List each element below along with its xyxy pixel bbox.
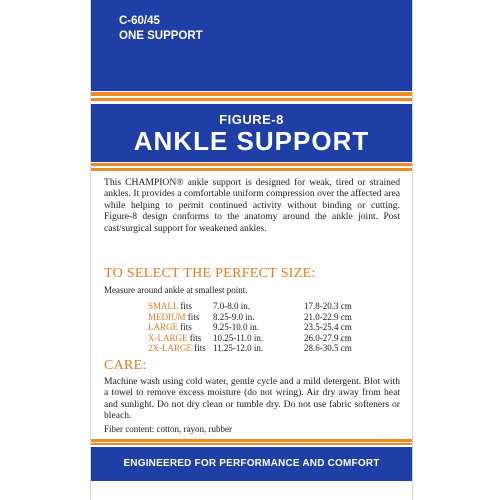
orange-stripe-bottom-1 bbox=[91, 439, 412, 442]
size-cm: 23.5-25.4 cm bbox=[304, 322, 352, 333]
care-paragraph: Machine wash using cold water, gentle cycle and a mild detergent. Blot with a towel to remove excess moisture (do not wring). Air dry away from heat and sunlight. Do not dry clean or tumble dry. Do not use fabric softeners or bleach. bbox=[104, 376, 400, 422]
orange-stripe-mid-2 bbox=[91, 168, 412, 171]
orange-stripe-bottom-2 bbox=[91, 443, 412, 445]
size-cm: 28.6-30.5 cm bbox=[304, 343, 352, 354]
size-table bbox=[148, 301, 398, 354]
size-inches: 7.0-8.0 in. bbox=[213, 301, 250, 311]
size-fits: fits bbox=[187, 332, 202, 343]
size-inches: 11.25-12.0 in. bbox=[213, 343, 264, 354]
size-name: 2X-LARGE bbox=[148, 343, 192, 354]
product-code-block bbox=[119, 14, 203, 44]
orange-stripe-top-1 bbox=[91, 92, 412, 96]
size-fits: fits bbox=[192, 343, 206, 354]
size-inches: 9.25-10.0 in. bbox=[213, 322, 259, 333]
product-code: C-60/45 bbox=[119, 15, 160, 27]
care-heading: CARE: bbox=[104, 358, 147, 373]
size-name: MEDIUM bbox=[148, 311, 186, 322]
title-band bbox=[91, 104, 412, 162]
size-row bbox=[148, 333, 398, 344]
size-row bbox=[148, 322, 398, 333]
footer-tagline: ENGINEERED FOR PERFORMANCE AND COMFORT bbox=[123, 458, 380, 469]
orange-stripe-top-2 bbox=[91, 98, 412, 101]
size-inches: 8.25-9.0 in. bbox=[213, 311, 255, 322]
product-card bbox=[90, 0, 413, 500]
top-band bbox=[91, 0, 412, 91]
size-name: SMALL bbox=[148, 301, 179, 311]
orange-stripe-mid-1 bbox=[91, 163, 412, 166]
size-cm: 26.0-27.9 cm bbox=[304, 332, 352, 343]
footer-band bbox=[91, 447, 412, 481]
product-subtitle: ONE SUPPORT bbox=[119, 30, 203, 42]
size-fits: fits bbox=[178, 301, 192, 311]
size-name: LARGE bbox=[148, 322, 178, 333]
title-big: ANKLE SUPPORT bbox=[133, 126, 370, 156]
size-heading: TO SELECT THE PERFECT SIZE: bbox=[104, 266, 316, 281]
size-cm: 21.0-22.9 cm bbox=[304, 311, 352, 322]
size-name: X-LARGE bbox=[148, 332, 188, 343]
size-fits: fits bbox=[178, 322, 192, 333]
size-row bbox=[148, 301, 398, 312]
size-fits: fits bbox=[185, 311, 200, 322]
size-row bbox=[148, 312, 398, 323]
size-cm: 17.8-20.3 cm bbox=[304, 301, 352, 311]
title-small: FIGURE-8 bbox=[219, 112, 284, 127]
size-row bbox=[148, 343, 398, 354]
size-inches: 10.25-11.0 in. bbox=[213, 332, 264, 343]
size-instruction: Measure around ankle at smallest point. bbox=[104, 285, 248, 295]
fiber-content: Fiber content: cotton, rayon, rubber bbox=[104, 424, 232, 434]
description-paragraph: This CHAMPION® ankle support is designed for weak, tired or strained ankles. It provides a comfortable uniform compression over the affected area while helping to permit continued activity without binding or cutting. Figure-8 design conforms to the anatomy around the ankle joint. Post cast/surgical support for weakened ankles. bbox=[104, 177, 400, 234]
